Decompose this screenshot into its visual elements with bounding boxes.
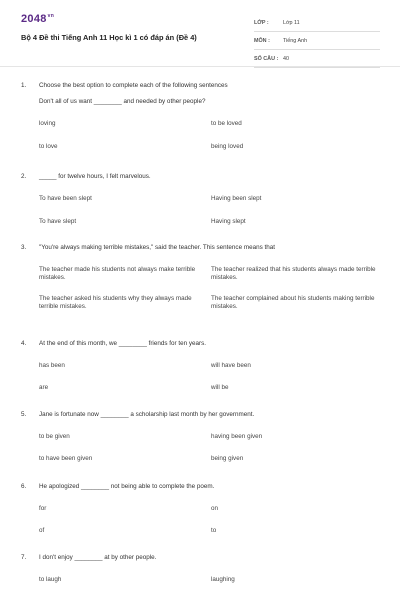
question-text: Jane is fortunate now ________ a scholarship last month by her government. bbox=[39, 411, 255, 418]
answer-option[interactable]: having been given bbox=[211, 433, 263, 440]
question-5 bbox=[21, 411, 381, 463]
meta-value: Tiếng Anh bbox=[283, 37, 308, 44]
answer-options bbox=[39, 433, 381, 463]
answer-options bbox=[39, 576, 381, 584]
meta-row-count bbox=[254, 50, 380, 68]
answer-option[interactable]: The teacher realized that his students always made terrible mistakes. bbox=[211, 266, 376, 281]
answer-option[interactable]: on bbox=[211, 505, 219, 512]
question-header bbox=[21, 411, 381, 419]
meta-value: Lớp 11 bbox=[283, 19, 300, 26]
answer-options bbox=[39, 266, 381, 311]
answer-option[interactable]: being loved bbox=[211, 143, 244, 150]
document-header bbox=[0, 0, 400, 67]
answer-option[interactable]: to be given bbox=[39, 433, 70, 440]
answer-option[interactable]: The teacher made his students not always make terrible mistakes. bbox=[39, 266, 196, 281]
answer-options bbox=[39, 505, 381, 535]
document-meta bbox=[254, 14, 380, 68]
question-6 bbox=[21, 483, 381, 535]
answer-option[interactable]: being given bbox=[211, 455, 244, 462]
answer-option[interactable]: will be bbox=[211, 384, 229, 391]
answer-option[interactable]: The teacher complained about his students making terrible mistakes. bbox=[211, 295, 375, 310]
question-text: He apologized ________ not being able to complete the poem. bbox=[39, 483, 215, 490]
meta-label: SỐ CÂU : bbox=[254, 55, 279, 62]
answer-option[interactable]: to love bbox=[39, 143, 58, 150]
question-text: Choose the best option to complete each of the following sentences bbox=[39, 82, 228, 89]
document-title: Bộ 4 Đề thi Tiếng Anh 11 Học kì 1 có đáp án (Đề 4) bbox=[21, 33, 197, 42]
question-text: At the end of this month, we ________ friends for ten years. bbox=[39, 340, 206, 347]
question-header bbox=[21, 244, 381, 252]
question-text: "You're always making terrible mistakes," said the teacher. This sentence means that bbox=[39, 244, 275, 251]
site-logo[interactable] bbox=[21, 13, 54, 25]
answer-option[interactable]: to have been given bbox=[39, 455, 93, 462]
question-sentence: Don't all of us want ________ and needed by other people? bbox=[39, 98, 206, 105]
answer-option[interactable]: Having slept bbox=[211, 218, 246, 225]
question-header bbox=[21, 82, 381, 90]
answer-options bbox=[39, 362, 381, 392]
answer-option[interactable]: to laugh bbox=[39, 576, 62, 583]
answer-option[interactable]: to be loved bbox=[211, 120, 242, 127]
answer-option[interactable]: To have been slept bbox=[39, 195, 92, 202]
answer-option[interactable]: To have slept bbox=[39, 218, 77, 225]
meta-label: LỚP : bbox=[254, 19, 269, 26]
answer-option[interactable]: Having been slept bbox=[211, 195, 262, 202]
question-number: 6. bbox=[21, 483, 27, 490]
question-text: I don't enjoy ________ at by other people. bbox=[39, 554, 157, 561]
question-number: 3. bbox=[21, 244, 27, 251]
question-2 bbox=[21, 173, 381, 226]
meta-value: 40 bbox=[283, 55, 289, 62]
meta-row-subject bbox=[254, 32, 380, 50]
answer-option[interactable]: The teacher asked his students why they always made terrible mistakes. bbox=[39, 295, 192, 310]
question-header bbox=[21, 554, 381, 562]
answer-option[interactable]: has been bbox=[39, 362, 65, 369]
question-4 bbox=[21, 340, 381, 392]
meta-label: MÔN : bbox=[254, 37, 270, 44]
question-number: 4. bbox=[21, 340, 27, 347]
logo-suffix: vn bbox=[47, 13, 55, 19]
logo-text: 2048 bbox=[21, 13, 47, 25]
question-3 bbox=[21, 244, 381, 311]
question-number: 2. bbox=[21, 173, 27, 180]
question-header bbox=[21, 173, 381, 181]
answer-option[interactable]: of bbox=[39, 527, 45, 534]
question-number: 7. bbox=[21, 554, 27, 561]
answer-option[interactable]: will have been bbox=[211, 362, 251, 369]
question-7 bbox=[21, 554, 381, 584]
answer-options bbox=[39, 195, 381, 226]
answer-option[interactable]: laughing bbox=[211, 576, 235, 583]
question-header bbox=[21, 340, 381, 348]
question-1 bbox=[21, 82, 381, 151]
meta-row-class bbox=[254, 14, 380, 32]
answer-option[interactable]: are bbox=[39, 384, 49, 391]
question-number: 1. bbox=[21, 82, 27, 89]
answer-options bbox=[39, 120, 381, 151]
question-number: 5. bbox=[21, 411, 27, 418]
answer-option[interactable]: loving bbox=[39, 120, 56, 127]
answer-option[interactable]: for bbox=[39, 505, 47, 512]
answer-option[interactable]: to bbox=[211, 527, 217, 534]
question-header bbox=[21, 483, 381, 491]
question-text: _____ for twelve hours, I felt marvelous. bbox=[39, 173, 151, 180]
